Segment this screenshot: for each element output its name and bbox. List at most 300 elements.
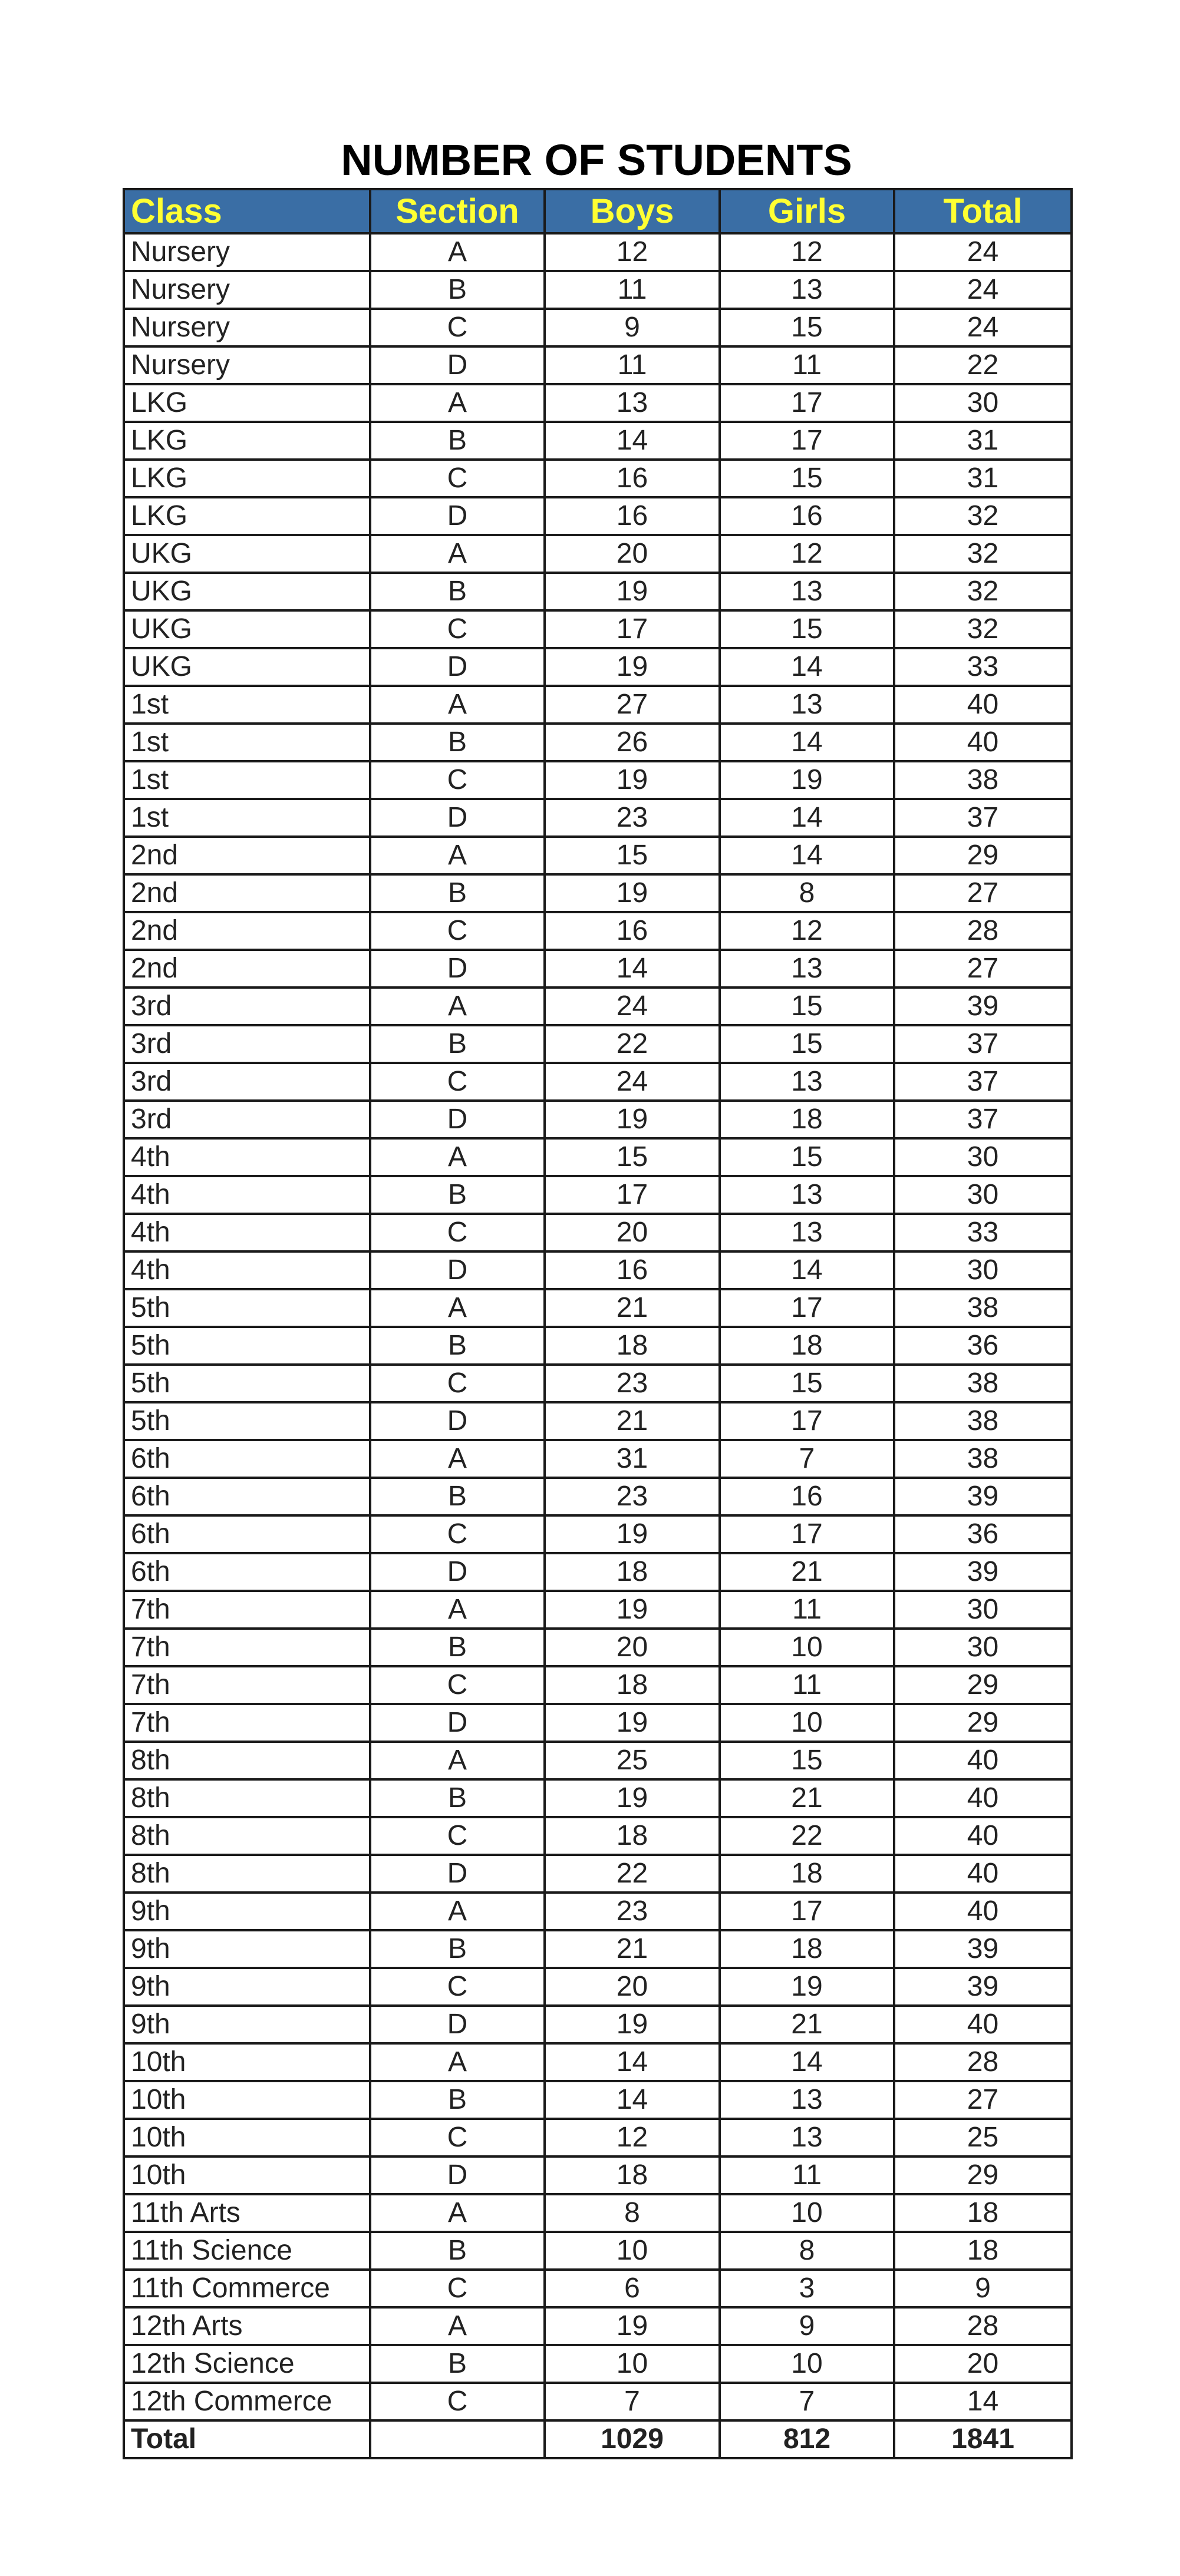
table-row [124,1289,1072,1327]
cell-girls: 15 [720,1025,894,1063]
cell-section: D [370,950,545,988]
cell-girls: 22 [720,1817,894,1855]
cell-class: 4th [124,1214,370,1251]
cell-boys: 15 [545,1138,720,1176]
cell-boys: 15 [545,837,720,874]
table-row [124,1025,1072,1063]
cell-class: 4th [124,1138,370,1176]
cell-girls: 13 [720,1214,894,1251]
cell-girls: 19 [720,1968,894,2006]
cell-total: 40 [894,686,1072,724]
cell-boys: 12 [545,233,720,271]
cell-boys: 19 [545,648,720,686]
cell-section: A [370,233,545,271]
cell-class: 1st [124,799,370,837]
cell-total: 38 [894,1289,1072,1327]
cell-class: 12th Arts [124,2307,370,2345]
cell-girls: 17 [720,384,894,422]
cell-section: B [370,1478,545,1515]
cell-boys: 19 [545,1779,720,1817]
table-row [124,460,1072,497]
table-row [124,1440,1072,1478]
cell-class: 10th [124,2156,370,2194]
cell-section: A [370,2043,545,2081]
cell-section: B [370,2232,545,2270]
cell-boys: 14 [545,2043,720,2081]
cell-girls: 13 [720,573,894,610]
cell-girls: 19 [720,761,894,799]
table-body [124,233,1072,2420]
cell-boys: 21 [545,1289,720,1327]
cell-total: 30 [894,384,1072,422]
table-row [124,1779,1072,1817]
table-row [124,1176,1072,1214]
table-row [124,497,1072,535]
cell-section: B [370,422,545,460]
cell-class: 2nd [124,912,370,950]
cell-girls: 12 [720,912,894,950]
cell-girls: 17 [720,422,894,460]
cell-class: LKG [124,497,370,535]
cell-boys: 19 [545,874,720,912]
cell-girls: 13 [720,1176,894,1214]
cell-class: 6th [124,1478,370,1515]
cell-section: A [370,837,545,874]
cell-class: 5th [124,1402,370,1440]
table-row [124,1402,1072,1440]
cell-section: D [370,2156,545,2194]
cell-total: 9 [894,2270,1072,2307]
table-row [124,610,1072,648]
cell-class: 1st [124,724,370,761]
cell-girls: 10 [720,2345,894,2383]
table-row [124,1214,1072,1251]
cell-girls: 21 [720,1553,894,1591]
cell-boys: 23 [545,799,720,837]
table-row [124,2307,1072,2345]
cell-class: 3rd [124,1063,370,1101]
cell-total: 20 [894,2345,1072,2383]
cell-section: C [370,1063,545,1101]
cell-total: 40 [894,1893,1072,1930]
header-girls: Girls [720,189,894,233]
cell-girls: 18 [720,1327,894,1365]
cell-section: A [370,1742,545,1779]
cell-class: LKG [124,384,370,422]
cell-section: B [370,2345,545,2383]
table-row [124,2270,1072,2307]
cell-class: 3rd [124,988,370,1025]
cell-section: D [370,497,545,535]
cell-section: A [370,1440,545,1478]
cell-total: 36 [894,1327,1072,1365]
table-row [124,837,1072,874]
cell-class: Nursery [124,309,370,346]
table-header-row [124,189,1072,233]
header-total: Total [894,189,1072,233]
cell-girls: 14 [720,724,894,761]
cell-class: 6th [124,1515,370,1553]
total-section [370,2420,545,2458]
cell-total: 37 [894,1025,1072,1063]
cell-total: 30 [894,1629,1072,1666]
cell-girls: 14 [720,799,894,837]
cell-class: 10th [124,2081,370,2119]
cell-total: 30 [894,1176,1072,1214]
cell-total: 18 [894,2232,1072,2270]
cell-section: B [370,1779,545,1817]
cell-section: B [370,1025,545,1063]
cell-girls: 10 [720,1704,894,1742]
cell-section: C [370,912,545,950]
cell-total: 38 [894,761,1072,799]
cell-class: LKG [124,422,370,460]
table-row [124,1893,1072,1930]
cell-boys: 16 [545,1251,720,1289]
cell-boys: 11 [545,346,720,384]
table-row [124,1742,1072,1779]
cell-girls: 10 [720,1629,894,1666]
cell-girls: 18 [720,1855,894,1893]
cell-section: D [370,1855,545,1893]
total-boys: 1029 [545,2420,720,2458]
table-row [124,1817,1072,1855]
cell-boys: 17 [545,610,720,648]
cell-boys: 16 [545,497,720,535]
cell-section: C [370,460,545,497]
table-row [124,799,1072,837]
cell-girls: 17 [720,1402,894,1440]
table-row [124,2043,1072,2081]
cell-girls: 13 [720,2119,894,2156]
cell-section: A [370,384,545,422]
cell-class: 5th [124,1365,370,1402]
cell-boys: 7 [545,2383,720,2420]
cell-section: B [370,2081,545,2119]
cell-boys: 14 [545,2081,720,2119]
cell-total: 29 [894,1666,1072,1704]
cell-class: 6th [124,1440,370,1478]
cell-boys: 19 [545,1704,720,1742]
cell-total: 32 [894,497,1072,535]
cell-section: D [370,799,545,837]
cell-boys: 14 [545,950,720,988]
table-row [124,2345,1072,2383]
cell-total: 40 [894,1779,1072,1817]
cell-total: 37 [894,1101,1072,1138]
cell-section: C [370,2119,545,2156]
cell-girls: 21 [720,1779,894,1817]
cell-class: 7th [124,1666,370,1704]
cell-class: 7th [124,1591,370,1629]
cell-boys: 23 [545,1893,720,1930]
cell-total: 32 [894,573,1072,610]
cell-section: C [370,2270,545,2307]
cell-class: 4th [124,1251,370,1289]
cell-total: 29 [894,2156,1072,2194]
cell-boys: 19 [545,2006,720,2043]
cell-total: 32 [894,610,1072,648]
cell-girls: 12 [720,535,894,573]
cell-class: 2nd [124,837,370,874]
cell-total: 24 [894,271,1072,309]
cell-boys: 14 [545,422,720,460]
cell-section: D [370,1402,545,1440]
cell-girls: 15 [720,610,894,648]
cell-girls: 15 [720,988,894,1025]
cell-class: 8th [124,1855,370,1893]
total-girls: 812 [720,2420,894,2458]
cell-class: 9th [124,1968,370,2006]
cell-total: 33 [894,1214,1072,1251]
cell-section: A [370,2194,545,2232]
cell-section: B [370,271,545,309]
cell-total: 24 [894,309,1072,346]
table-row [124,1515,1072,1553]
cell-section: D [370,1101,545,1138]
cell-section: A [370,1138,545,1176]
cell-boys: 19 [545,761,720,799]
cell-boys: 23 [545,1478,720,1515]
cell-section: B [370,874,545,912]
cell-total: 28 [894,912,1072,950]
cell-boys: 16 [545,912,720,950]
cell-class: 3rd [124,1025,370,1063]
cell-section: C [370,1968,545,2006]
cell-total: 39 [894,1553,1072,1591]
cell-boys: 23 [545,1365,720,1402]
table-row [124,1063,1072,1101]
cell-boys: 18 [545,2156,720,2194]
cell-boys: 20 [545,1629,720,1666]
cell-girls: 14 [720,2043,894,2081]
cell-girls: 15 [720,1138,894,1176]
cell-section: B [370,1930,545,1968]
cell-total: 29 [894,837,1072,874]
total-label: Total [124,2420,370,2458]
cell-section: C [370,761,545,799]
cell-boys: 19 [545,2307,720,2345]
cell-girls: 12 [720,233,894,271]
cell-class: Nursery [124,346,370,384]
cell-boys: 20 [545,535,720,573]
cell-boys: 25 [545,1742,720,1779]
cell-section: D [370,1553,545,1591]
cell-total: 27 [894,874,1072,912]
cell-girls: 13 [720,950,894,988]
cell-total: 28 [894,2043,1072,2081]
table-row [124,346,1072,384]
cell-boys: 19 [545,1591,720,1629]
cell-section: A [370,1893,545,1930]
cell-total: 40 [894,2006,1072,2043]
cell-girls: 15 [720,309,894,346]
cell-total: 37 [894,1063,1072,1101]
cell-total: 40 [894,724,1072,761]
cell-boys: 19 [545,1101,720,1138]
cell-boys: 20 [545,1214,720,1251]
total-row [124,2420,1072,2458]
cell-class: 10th [124,2119,370,2156]
cell-boys: 10 [545,2232,720,2270]
cell-total: 29 [894,1704,1072,1742]
cell-girls: 16 [720,497,894,535]
cell-section: C [370,309,545,346]
table-row [124,2232,1072,2270]
cell-section: A [370,2307,545,2345]
table-row [124,233,1072,271]
cell-section: C [370,1214,545,1251]
cell-girls: 11 [720,1666,894,1704]
cell-section: B [370,1629,545,1666]
students-table [123,188,1073,2459]
cell-boys: 12 [545,2119,720,2156]
cell-class: 12th Commerce [124,2383,370,2420]
cell-class: 10th [124,2043,370,2081]
cell-total: 30 [894,1138,1072,1176]
cell-section: B [370,1327,545,1365]
cell-boys: 6 [545,2270,720,2307]
cell-class: Nursery [124,271,370,309]
cell-total: 22 [894,346,1072,384]
cell-girls: 11 [720,1591,894,1629]
cell-total: 30 [894,1251,1072,1289]
cell-girls: 18 [720,1930,894,1968]
cell-total: 40 [894,1855,1072,1893]
table-row [124,761,1072,799]
cell-girls: 13 [720,271,894,309]
cell-section: D [370,2006,545,2043]
table-row [124,724,1072,761]
table-row [124,2156,1072,2194]
table-row [124,1251,1072,1289]
cell-girls: 14 [720,1251,894,1289]
cell-total: 30 [894,1591,1072,1629]
cell-boys: 22 [545,1855,720,1893]
cell-girls: 8 [720,2232,894,2270]
cell-class: 2nd [124,874,370,912]
cell-boys: 17 [545,1176,720,1214]
cell-total: 27 [894,950,1072,988]
cell-boys: 19 [545,1515,720,1553]
cell-boys: 26 [545,724,720,761]
table-row [124,1591,1072,1629]
table-row [124,1855,1072,1893]
cell-girls: 8 [720,874,894,912]
cell-girls: 15 [720,460,894,497]
cell-total: 38 [894,1365,1072,1402]
cell-girls: 7 [720,2383,894,2420]
cell-section: A [370,1591,545,1629]
cell-total: 32 [894,535,1072,573]
cell-boys: 13 [545,384,720,422]
table-row [124,1553,1072,1591]
cell-total: 39 [894,1478,1072,1515]
cell-boys: 18 [545,1817,720,1855]
table-row [124,2081,1072,2119]
cell-girls: 11 [720,2156,894,2194]
table-row [124,1327,1072,1365]
table-row [124,1666,1072,1704]
cell-girls: 7 [720,1440,894,1478]
total-total: 1841 [894,2420,1072,2458]
cell-total: 40 [894,1817,1072,1855]
cell-total: 40 [894,1742,1072,1779]
cell-girls: 15 [720,1365,894,1402]
cell-total: 24 [894,233,1072,271]
cell-section: A [370,1289,545,1327]
cell-class: 5th [124,1327,370,1365]
cell-girls: 11 [720,346,894,384]
cell-total: 37 [894,799,1072,837]
cell-class: 8th [124,1779,370,1817]
cell-girls: 14 [720,648,894,686]
cell-section: A [370,535,545,573]
cell-girls: 16 [720,1478,894,1515]
cell-class: 6th [124,1553,370,1591]
cell-class: UKG [124,535,370,573]
cell-boys: 8 [545,2194,720,2232]
cell-class: 3rd [124,1101,370,1138]
table-row [124,950,1072,988]
cell-girls: 3 [720,2270,894,2307]
cell-boys: 18 [545,1553,720,1591]
cell-girls: 14 [720,837,894,874]
table-row [124,2383,1072,2420]
cell-boys: 18 [545,1327,720,1365]
cell-boys: 24 [545,988,720,1025]
cell-section: C [370,1515,545,1553]
cell-boys: 21 [545,1930,720,1968]
cell-class: 2nd [124,950,370,988]
cell-section: B [370,724,545,761]
cell-boys: 19 [545,573,720,610]
page-title: NUMBER OF STUDENTS [341,136,852,184]
table-row [124,573,1072,610]
cell-total: 39 [894,1930,1072,1968]
cell-class: 8th [124,1742,370,1779]
cell-girls: 17 [720,1893,894,1930]
cell-girls: 18 [720,1101,894,1138]
cell-class: 11th Commerce [124,2270,370,2307]
cell-total: 38 [894,1440,1072,1478]
cell-section: A [370,686,545,724]
table-row [124,1704,1072,1742]
cell-total: 28 [894,2307,1072,2345]
cell-total: 27 [894,2081,1072,2119]
cell-total: 31 [894,460,1072,497]
cell-section: B [370,1176,545,1214]
cell-section: C [370,610,545,648]
cell-girls: 9 [720,2307,894,2345]
table-row [124,988,1072,1025]
cell-class: 9th [124,2006,370,2043]
cell-class: 7th [124,1704,370,1742]
table-row [124,1629,1072,1666]
cell-girls: 13 [720,686,894,724]
cell-girls: 13 [720,2081,894,2119]
cell-total: 25 [894,2119,1072,2156]
table-row [124,1101,1072,1138]
cell-total: 38 [894,1402,1072,1440]
cell-class: 11th Science [124,2232,370,2270]
cell-section: C [370,1817,545,1855]
cell-total: 33 [894,648,1072,686]
cell-class: 1st [124,761,370,799]
cell-boys: 11 [545,271,720,309]
table-row [124,535,1072,573]
cell-section: C [370,2383,545,2420]
